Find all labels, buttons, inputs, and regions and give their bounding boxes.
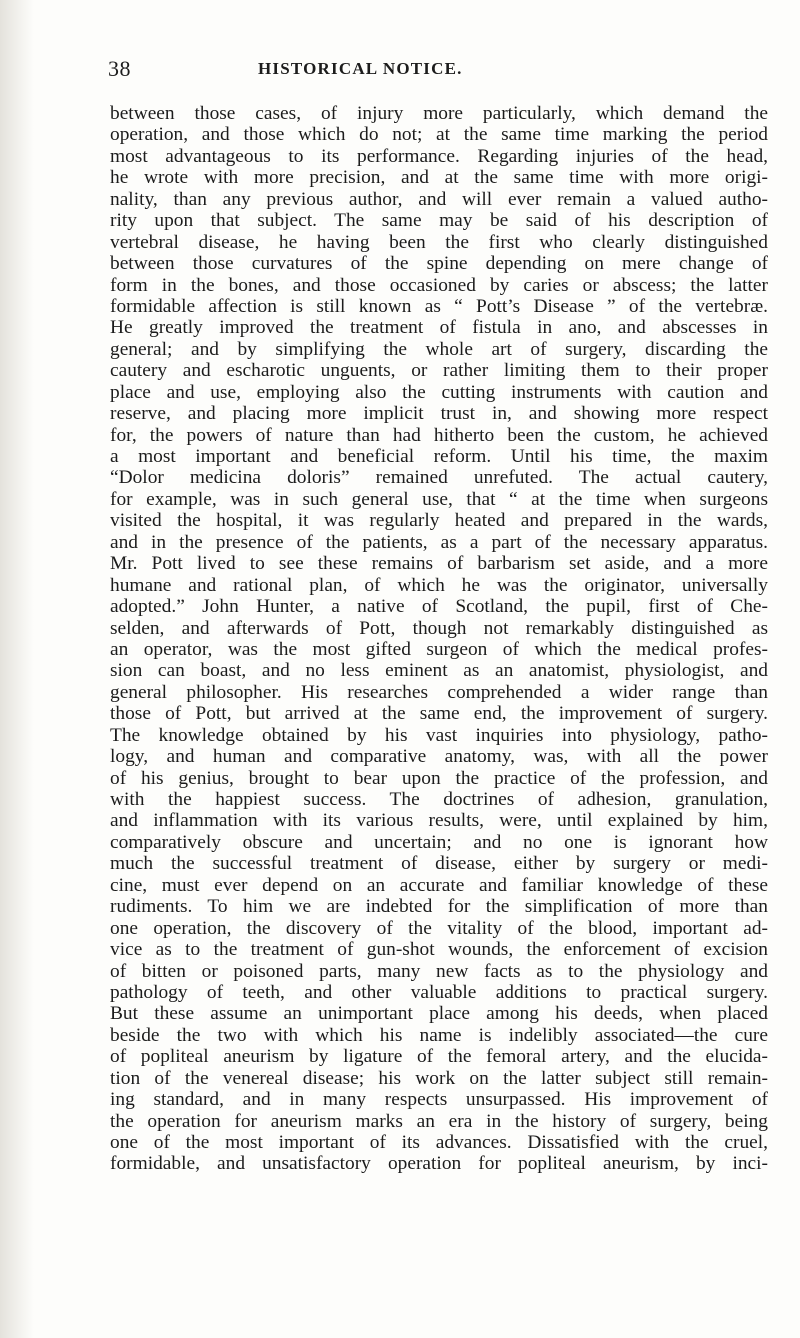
page-number: 38 xyxy=(108,56,131,81)
text-line: beside the two with which his name is indelibly associated—the cure xyxy=(110,1024,768,1046)
text-line: logy, and human and comparative anatomy, was, with all the power xyxy=(110,746,768,768)
text-line: general philosopher. His researches comprehended a wider range than xyxy=(110,681,768,703)
body-text xyxy=(110,103,768,1175)
text-line: formidable affection is still known as “ Pott’s Disease ” of the vertebræ. xyxy=(110,295,768,317)
running-title: HISTORICAL NOTICE. xyxy=(258,59,463,78)
text-line: for example, was in such general use, that “ at the time when surgeons xyxy=(110,488,768,510)
text-line: of bitten or poisoned parts, many new facts as to the physiology and xyxy=(110,960,768,982)
text-line: ing standard, and in many respects unsurpassed. His improvement of xyxy=(110,1089,768,1111)
text-line: formidable, and unsatisfactory operation for popliteal aneurism, by inci- xyxy=(110,1153,768,1175)
text-line: he wrote with more precision, and at the same time with more origi- xyxy=(110,167,768,189)
text-line: But these assume an unimportant place among his deeds, when placed xyxy=(110,1003,768,1025)
text-line: form in the bones, and those occasioned by caries or abscess; the latter xyxy=(110,274,768,296)
text-line: vice as to the treatment of gun-shot wounds, the enforcement of excision xyxy=(110,939,768,961)
text-line: one of the most important of its advances. Dissatisfied with the cruel, xyxy=(110,1132,768,1153)
binding-gutter-shadow xyxy=(0,0,34,1338)
text-line: comparatively obscure and uncertain; and no one is ignorant how xyxy=(110,831,768,853)
text-line: general; and by simplifying the whole art of surgery, discarding the xyxy=(110,338,768,360)
text-line: of popliteal aneurism by ligature of the femoral artery, and the elucida- xyxy=(110,1046,768,1068)
text-line: place and use, employing also the cutting instruments with caution and xyxy=(110,381,768,403)
text-line: with the happiest success. The doctrines of adhesion, granulation, xyxy=(110,789,768,810)
text-line: visited the hospital, it was regularly heated and prepared in the wards, xyxy=(110,510,768,532)
text-line: sion can boast, and no less eminent as an anatomist, physiologist, and xyxy=(110,660,768,682)
text-line: between those curvatures of the spine depending on mere change of xyxy=(110,253,768,275)
text-line: reserve, and placing more implicit trust in, and showing more respect xyxy=(110,403,768,425)
text-line: and inflammation with its various results, were, until explained by him, xyxy=(110,810,768,832)
text-line: adopted.” John Hunter, a native of Scotland, the pupil, first of Che- xyxy=(110,596,768,618)
text-line: for, the powers of nature than had hitherto been the custom, he achieved xyxy=(110,424,768,446)
text-line: the operation for aneurism marks an era in the history of surgery, being xyxy=(110,1110,768,1132)
text-line: those of Pott, but arrived at the same end, the improvement of surgery. xyxy=(110,703,768,725)
text-line: “Dolor medicina doloris” remained unrefuted. The actual cautery, xyxy=(110,467,768,489)
text-line: rudiments. To him we are indebted for the simplification of more than xyxy=(110,896,768,918)
text-line: vertebral disease, he having been the first who clearly distinguished xyxy=(110,231,768,253)
text-line: of his genius, brought to bear upon the practice of the profession, and xyxy=(110,767,768,789)
text-line: pathology of teeth, and other valuable additions to practical surgery. xyxy=(110,981,768,1003)
text-line: a most important and beneficial reform. Until his time, the maxim xyxy=(110,446,768,467)
text-line: much the successful treatment of disease, either by surgery or medi- xyxy=(110,853,768,875)
text-line: The knowledge obtained by his vast inquiries into physiology, patho- xyxy=(110,724,768,746)
text-line: He greatly improved the treatment of fistula in ano, and abscesses in xyxy=(110,317,768,339)
text-line: one operation, the discovery of the vitality of the blood, important ad- xyxy=(110,917,768,939)
text-line: most advantageous to its performance. Regarding injuries of the head, xyxy=(110,145,768,167)
text-line: between those cases, of injury more particularly, which demand the xyxy=(110,103,768,124)
text-line: cautery and escharotic unguents, or rather limiting them to their proper xyxy=(110,360,768,382)
text-line: operation, and those which do not; at the same time marking the period xyxy=(110,124,768,146)
text-line: humane and rational plan, of which he was the originator, universally xyxy=(110,574,768,596)
text-line: rity upon that subject. The same may be said of his description of xyxy=(110,210,768,232)
running-head xyxy=(108,56,768,84)
text-line: cine, must ever depend on an accurate and familiar knowledge of these xyxy=(110,874,768,896)
text-line: an operator, was the most gifted surgeon of which the medical profes- xyxy=(110,638,768,660)
text-line: selden, and afterwards of Pott, though not remarkably distinguished as xyxy=(110,617,768,639)
text-line: and in the presence of the patients, as a part of the necessary apparatus. xyxy=(110,531,768,553)
text-line: tion of the venereal disease; his work on the latter subject still remain- xyxy=(110,1067,768,1089)
text-line: Mr. Pott lived to see these remains of barbarism set aside, and a more xyxy=(110,553,768,575)
text-line: nality, than any previous author, and will ever remain a valued autho- xyxy=(110,188,768,210)
